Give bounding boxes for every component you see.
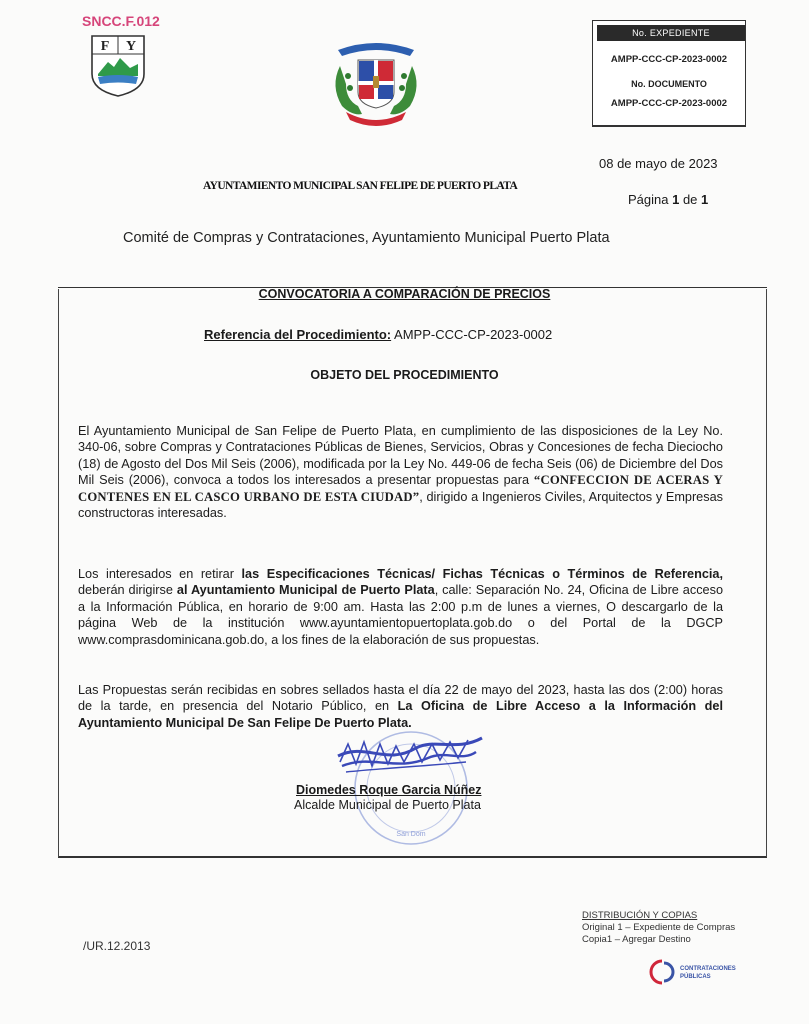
page-indicator: Página 1 de 1 [628, 192, 709, 207]
reference-label: Referencia del Procedimiento: [204, 327, 392, 342]
reference-value: AMPP-CCC-CP-2023-0002 [391, 327, 553, 342]
paragraph-1: El Ayuntamiento Municipal de San Felipe de Puerto Plata, en cumplimiento de las disposiciones de la Ley No. 340-06, sobre Compras y Contrataciones Públicas de Bienes, Servicios, Obras y Concesiones de fecha Dieciocho (18) de Agosto del Dos Mil Seis (2006), modificada por la Ley No. 449-06 de fecha Seis (06) de Diciembre del Dos Mil Seis (2006), convoca a todos los interesados a presentar propuestas para “CONFECCION DE ACERAS Y CONTENES EN EL CASCO URBANO DE ESTA CIUDAD”, dirigido a Ingenieros Civiles, Arquitectos y Empresas constructoras interesadas. [78, 424, 723, 521]
logo-letter-y: Y [125, 39, 137, 54]
committee-line: Comité de Compras y Contrataciones, Ayuntamiento Municipal Puerto Plata [123, 230, 610, 246]
logo-letter-f: F [100, 39, 110, 54]
documento-value: AMPP-CCC-CP-2023-0002 [610, 98, 728, 109]
document-date: 08 de mayo de 2023 [599, 156, 718, 171]
reference-line [204, 327, 552, 342]
dgcp-logo-icon [648, 957, 740, 987]
form-code: SNCC.F.012 [82, 13, 160, 29]
dgcp-text-2: PÚBLICAS [680, 974, 711, 980]
bottom-rule [58, 856, 767, 858]
paragraph-3: Las Propuestas serán recibidas en sobres sellados hasta el día 22 de mayo del 2023, hasta las dos (2:00) horas de la tarde, en presencia del Notario Público, en La Oficina de Libre Acceso a la Información del Ayuntamiento Municipal De San Felipe De Puerto Plata. [78, 683, 723, 730]
dgcp-text-1: CONTRATACIONES [680, 966, 736, 972]
expediente-label: No. EXPEDIENTE [597, 25, 745, 41]
footer-code: /UR.12.2013 [83, 939, 151, 953]
distribution-title: DISTRIBUCIÓN Y COPIAS [582, 910, 698, 921]
seal-text: San Dom [396, 831, 426, 838]
paragraph-2: Los interesados en retirar las Especificaciones Técnicas/ Fichas Técnicas o Términos de Referencia, deberán dirigirse al Ayuntamiento Municipal de Puerto Plata, calle: Separación No. 24, Oficina de Libre acceso a la Información Pública, en horario de 9:00 am. Hasta las 2:00 p.m de lunes a viernes, O descargarlo de la página Web de la institución www.ayuntamientopuertoplata.gob.do o del Portal de la DGCP www.comprasdominicana.gob.do, a los fines de la elaboración de sus propuestas. [78, 567, 724, 647]
signatory-title: Alcalde Municipal de Puerto Plata [294, 798, 481, 812]
objeto-title: OBJETO DEL PROCEDIMIENTO [310, 368, 499, 382]
expediente-value: AMPP-CCC-CP-2023-0002 [610, 54, 728, 65]
documento-label: No. DOCUMENTO [631, 79, 707, 89]
distribution-block [582, 910, 735, 946]
coat-of-arms-icon [328, 36, 424, 128]
convocatoria-title: CONVOCATORIA A COMPARACIÓN DE PRECIOS [258, 287, 551, 301]
municipal-logo-icon [90, 34, 146, 98]
organization-title: AYUNTAMIENTO MUNICIPAL SAN FELIPE DE PUERTO PLATA [203, 180, 518, 192]
distribution-line-1: Original 1 – Expediente de Compras [582, 922, 736, 933]
expediente-box [592, 20, 746, 127]
distribution-line-2: Copia1 – Agregar Destino [582, 934, 691, 945]
signatory-name: Diomedes Roque Garcia Núñez [296, 783, 482, 797]
